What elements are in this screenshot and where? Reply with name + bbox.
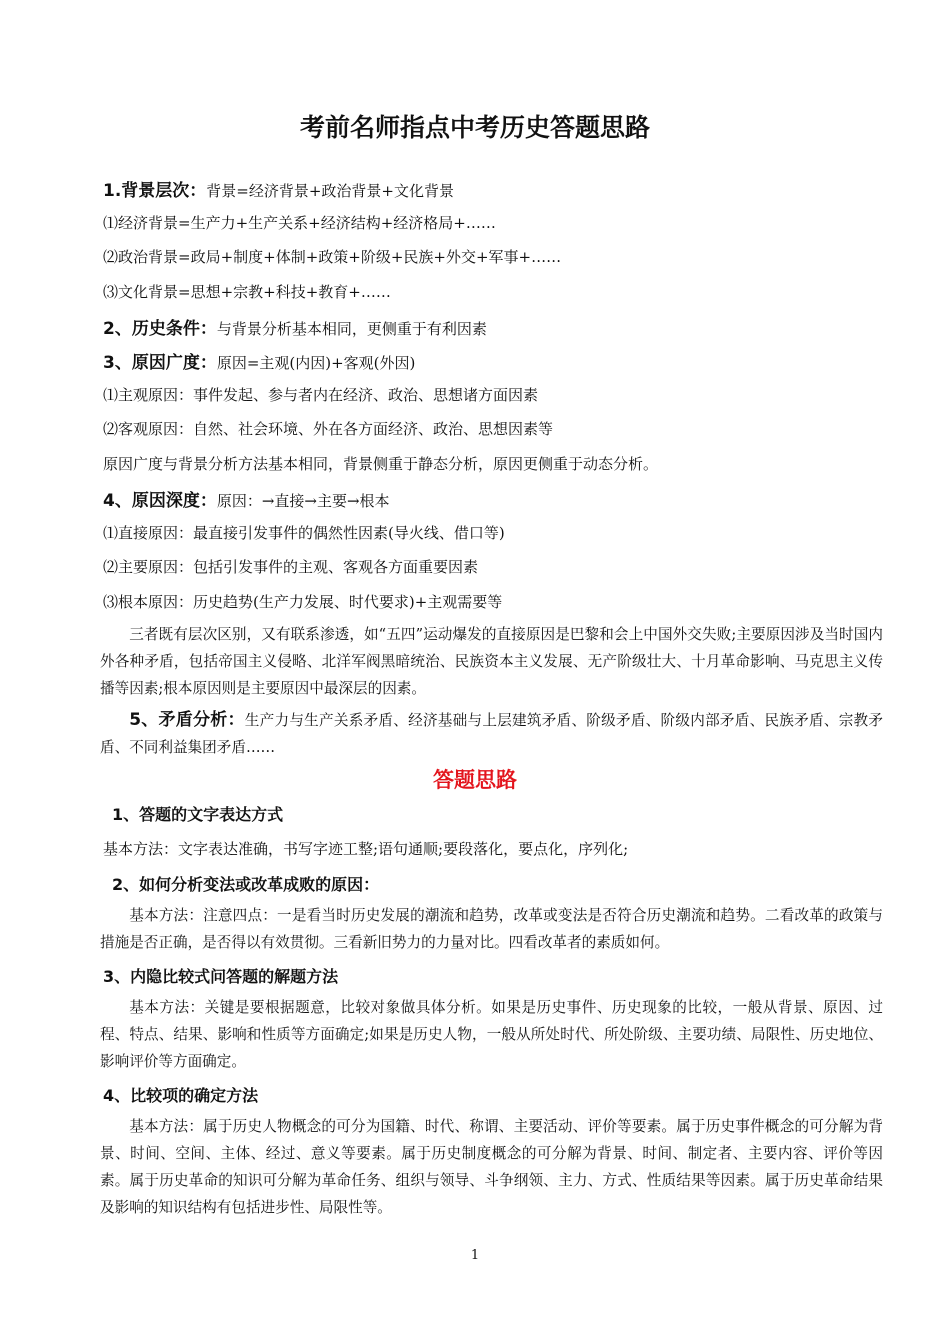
section-4-heading: 4、原因深度： [103, 491, 217, 511]
section-1-item-3: ⑶文化背景=思想+宗教+科技+教育+…… [103, 283, 391, 301]
section-2-line [103, 314, 487, 339]
section-4-item-2: ⑵主要原因：包括引发事件的主观、客观各方面重要因素 [103, 558, 479, 576]
answer-1-text: 基本方法：文字表达准确，书写字迹工整;语句通顺;要段落化，要点化，序列化; [103, 840, 629, 858]
section-5-heading: 5、矛盾分析： [129, 710, 245, 730]
answer-2-text: 基本方法：注意四点：一是看当时历史发展的潮流和趋势，改革或变法是否符合历史潮流和趋势。二看改革的政策与措施是否正确，是否得以有效贯彻。三看新旧势力的力量对比。四看改革者的素质如何。 [100, 907, 883, 951]
section-4-item-1: ⑴直接原因：最直接引发事件的偶然性因素(导火线、借口等) [103, 524, 505, 542]
section-3-item-1: ⑴主观原因：事件发起、参与者内在经济、政治、思想诸方面因素 [103, 386, 539, 404]
section-1-text: 背景=经济背景+政治背景+文化背景 [206, 182, 455, 200]
section-1-line [103, 176, 454, 201]
section-5-paragraph [100, 707, 883, 761]
section-3-heading: 3、原因广度： [103, 353, 217, 373]
page-number: 1 [470, 1248, 480, 1263]
section-5-text: 生产力与生产关系矛盾、经济基础与上层建筑矛盾、阶级矛盾、阶级内部矛盾、民族矛盾、宗教矛盾、不同利益集团矛盾…… [100, 712, 883, 756]
section-1-heading: 1.背景层次： [103, 181, 207, 201]
section-3-line [103, 348, 415, 373]
answer-1-heading: 1、答题的文字表达方式 [112, 805, 284, 824]
section-4-line [103, 486, 390, 511]
section-2-text: 与背景分析基本相同，更侧重于有利因素 [216, 320, 487, 338]
section-1-item-1: ⑴经济背景=生产力+生产关系+经济结构+经济格局+…… [103, 214, 496, 232]
answer-4-text: 基本方法：属于历史人物概念的可分为国籍、时代、称谓、主要活动、评价等要素。属于历史事件概念的可分解为背景、时间、空间、主体、经过、意义等要素。属于历史制度概念的可分解为背景、时间、制定者、主要内容、评价等因素。属于历史革命的知识可分解为革命任务、组织与领导、斗争纲领、主力、方式、性质结果等因素。属于历史革命结果及影响的知识结构有包括进步性、局限性等。 [100, 1118, 883, 1216]
answer-4-heading: 4、比较项的确定方法 [103, 1086, 259, 1105]
document-title: 考前名师指点中考历史答题思路 [299, 113, 650, 142]
answer-section-title: 答题思路 [433, 768, 517, 792]
section-3-text: 原因=主观(内因)+客观(外因) [216, 354, 416, 372]
section-1-item-2: ⑵政治背景=政局+制度+体制+政策+阶级+民族+外交+军事+…… [103, 248, 562, 266]
section-3-note: 原因广度与背景分析方法基本相同，背景侧重于静态分析，原因更侧重于动态分析。 [103, 455, 659, 473]
answer-3-heading: 3、内隐比较式问答题的解题方法 [103, 967, 339, 986]
section-4-text: 原因：→直接→主要→根本 [216, 492, 390, 510]
answer-2-heading: 2、如何分析变法或改革成败的原因： [112, 875, 380, 894]
section-3-item-2: ⑵客观原因：自然、社会环境、外在各方面经济、政治、思想因素等 [103, 420, 554, 438]
section-4-item-3: ⑶根本原因：历史趋势(生产力发展、时代要求)+主观需要等 [103, 593, 503, 611]
section-4-paragraph: 三者既有层次区别，又有联系渗透，如“五四”运动爆发的直接原因是巴黎和会上中国外交失败;主要原因涉及当时国内外各种矛盾，包括帝国主义侵略、北洋军阀黑暗统治、民族资本主义发展、无产阶级壮大、十月革命影响、马克思主义传播等因素;根本原因则是主要原因中最深层的因素。 [100, 626, 883, 697]
section-2-heading: 2、历史条件： [103, 319, 217, 339]
answer-3-text: 基本方法：关键是要根据题意，比较对象做具体分析。如果是历史事件、历史现象的比较，一般从背景、原因、过程、特点、结果、影响和性质等方面确定;如果是历史人物，一般从所处时代、所处阶级、主要功绩、局限性、历史地位、影响评价等方面确定。 [100, 999, 883, 1070]
